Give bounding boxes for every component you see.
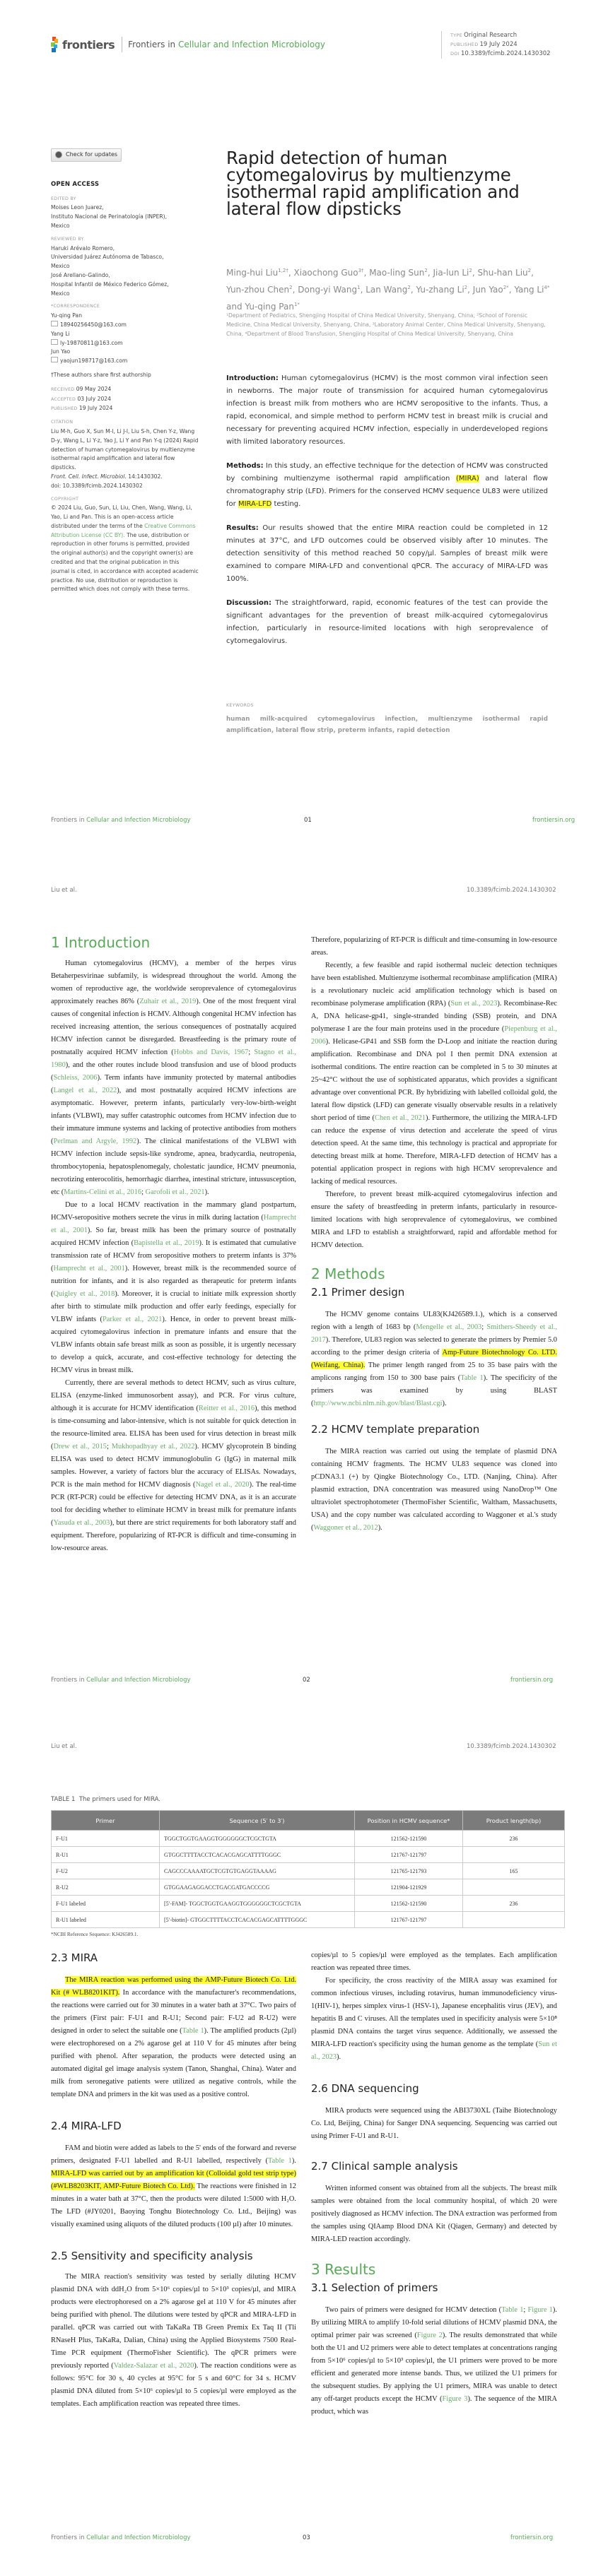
primer-cell: F-U1 xyxy=(52,1831,160,1847)
table-row xyxy=(52,1879,565,1896)
reviewer-line: Hospital Infantil de México Federico Gómez, xyxy=(51,280,169,288)
affiliations: ¹Department of Pediatrics, Shengjing Hospital of China Medical University, Shenyang, China, ²School of Forensic Medicine, China Medical University, Shenyang, China, ³Laboratory Animal Center, China Medical University, Shenyang, China, ⁴Department of Blood Transfusion, Shengjing Hospital of China Medical University, Shenyang, China xyxy=(226,312,546,337)
citation-link[interactable]: Figure 2 xyxy=(416,2332,443,2339)
citation-link[interactable]: Nagel et al., 2020 xyxy=(195,1481,250,1489)
abstract-intro-text: Human cytomegalovirus (HCMV) is the most common viral infection seen in newborns. The major route of transmission for acquired human cytomegalovirus infection is breast milk from mothers who are HCMV seropositive to the infants. Thus, a rapid, economical, and simple method to perform HCMV test in breast milk is crucial and necessary for preventing acquired HCMV infection, especially in underdeveloped regions with limited laboratory resources. xyxy=(226,374,548,446)
correspondent-email[interactable] xyxy=(51,321,199,330)
highlight: The MIRA reaction was performed using the AMP-Future Biotech Co. Ltd. Kit (# WLB8201KIT). xyxy=(51,1976,296,1997)
highlight: Amp-Future Biotechnology Co. LTD. (Weifang, China). xyxy=(311,1349,557,1369)
correspondent-email[interactable] xyxy=(51,357,199,366)
published-date xyxy=(51,404,199,414)
article-meta xyxy=(441,31,551,59)
citation-journal: Front. Cell. Infect. Microbiol. xyxy=(51,473,127,480)
subsection-heading: 2.1 Primer design xyxy=(311,1286,405,1299)
mail-icon xyxy=(51,357,58,362)
first-authorship-note: †These authors share first authorship xyxy=(51,371,151,378)
author-name[interactable]: Yu-zhang Li xyxy=(416,285,464,295)
footer-journal: Cellular and Infection Microbiology xyxy=(86,1677,191,1684)
correspondence-list xyxy=(51,312,199,366)
abstract-introduction xyxy=(226,372,548,449)
citation-link[interactable]: Garofoli et al., 2021 xyxy=(145,1188,205,1196)
abstract-results xyxy=(226,522,548,586)
table-row xyxy=(52,1863,565,1879)
citation-link[interactable]: Yasuda et al., 2003 xyxy=(53,1519,110,1527)
accepted-value: 03 July 2024 xyxy=(77,395,111,402)
abstract-methods-text: testing. xyxy=(271,500,301,508)
keywords-label: KEYWORDS xyxy=(226,703,254,708)
page-footer-journal xyxy=(51,1677,191,1684)
primer-cell: R-U1 labeled xyxy=(52,1912,160,1928)
type-label: TYPE xyxy=(450,33,463,38)
subsection-heading: 2.7 Clinical sample analysis xyxy=(311,2160,458,2173)
citation-link[interactable]: Schleiss, 2006 xyxy=(53,1074,98,1082)
citation-doi[interactable]: doi: 10.3389/fcimb.2024.1430302 xyxy=(51,482,143,489)
position-cell: 121765-121793 xyxy=(355,1863,463,1879)
sequence-cell: TGGCTGGTGAAGGTGGGGGGCTCGCTGTA xyxy=(160,1831,355,1847)
page-number: 02 xyxy=(303,1677,310,1684)
table-row xyxy=(52,1896,565,1912)
citation-link[interactable]: Waggoner et al., 2012 xyxy=(313,1524,378,1532)
sequence-cell: [5′-FAM]- TGGCTGGTGAAGGTGGGGGGCTCGCTGTA xyxy=(160,1896,355,1912)
copyright-text xyxy=(51,504,199,594)
paragraph: The HCMV genome contains UL83(KJ426589.1.), which is a conserved region with a length of 1683 bp (Mengelle et al., 2003; Smithers-Sheedy et al., 2017). Therefore, UL83 region was selected to generate the primers by Premier 5.0 according to the primer design criteria of Amp-Future Biotechnology Co. LTD. (Weifang, China). The primer length ranged from 25 to 35 base pairs with the amplicons ranging from 150 to 300 base pairs (Table 1). The specificity of the primers was examined by using BLAST (http://www.ncbi.nlm.nih.gov/blast/Blast.cgi). xyxy=(311,1311,557,1407)
table-footnote: *NCBI Reference Sequence: KJ426589.1. xyxy=(51,1931,139,1937)
email-text: yaojun198717@163.com xyxy=(60,358,128,365)
reviewer-line: José Arellano-Galindo, xyxy=(51,271,110,278)
citation-link[interactable]: Drew et al., 2015 xyxy=(53,1443,107,1451)
subsection-heading: 2.5 Sensitivity and specificity analysis xyxy=(51,2250,253,2262)
abstract-methods-label: Methods: xyxy=(226,462,264,470)
citation-link[interactable]: Zuhair et al., 2019 xyxy=(139,998,197,1005)
dates xyxy=(51,385,199,414)
position-cell: 121767-121797 xyxy=(355,1912,463,1928)
running-head-doi: 10.3389/fcimb.2024.1430302 xyxy=(467,1743,556,1750)
citation-link[interactable]: Stagno et al., 1980 xyxy=(51,1048,296,1069)
cc-license-link[interactable]: Creative Commons Attribution License (CC BY). xyxy=(51,522,196,538)
copyright-pre: © 2024 Liu, Guo, Sun, Li, Liu, Chen, Wang, Wang, Li, Yao, Li and Pan. This is an open-access article distributed under the terms of the xyxy=(51,504,192,529)
sequence-cell: GTGGAAGAGGACCTGACGATGACCCCG xyxy=(160,1879,355,1896)
journal-prefix: Frontiers in xyxy=(128,40,178,49)
column-header: Product length(bp) xyxy=(463,1811,565,1831)
abstract-discussion xyxy=(226,597,548,648)
column-header: Position in HCMV sequence* xyxy=(355,1811,463,1831)
citation-link[interactable]: Table 1 xyxy=(501,2306,524,2314)
running-head-authors: Liu et al. xyxy=(51,1743,77,1750)
paragraph: The MIRA reaction's sensitivity was tested by serially diluting HCMV plasmid DNA with ddH₂O from 5×10⁶ copies/µl to 5×10³ copies/µl, and MIRA products were electrophoresed on a 2% agarose gel at 110 V for 45 minutes after being purified with phenol. The dilutions were tested by qPCR and MIRA-LFD in parallel. qPCR was carried out with TaKaRa TB Green Premix Ex Taq II (Tli RNaseH Plus, TaKaRa, Dalian, China) using the Applied Biosystems 7500 Real-Time PCR equipment (ThermoFisher Scientific). The qPCR primers were previously reported (Valdez-Salazar et al., 2020). The reaction conditions were as follows: 95°C for 30 s, 40 cycles at 95°C for 5 s and 60°C for 34 s. HCMV plasmid DNA diluted from 5×10⁶ copies/µl to 5 copies/µl were employed as the templates. Each amplification reaction was repeated three times. xyxy=(51,2273,297,2408)
published-value: 19 July 2024 xyxy=(78,405,113,412)
abstract-methods xyxy=(226,460,548,511)
primer-cell: R-U1 xyxy=(52,1847,160,1863)
received-label: RECEIVED xyxy=(51,386,75,392)
author-name[interactable]: Shu-han Liu xyxy=(477,268,528,278)
citation-link[interactable]: Hamprecht et al., 2001 xyxy=(53,1265,125,1272)
citation-link[interactable]: Figure 1 xyxy=(527,2306,553,2314)
subsection-heading: 2.6 DNA sequencing xyxy=(311,2082,419,2095)
citation-link[interactable]: Reitter et al., 2016 xyxy=(198,1405,255,1412)
page3-left-column xyxy=(51,1951,296,2411)
correspondent-email[interactable] xyxy=(51,339,199,348)
citation-link[interactable]: Chen et al., 2021 xyxy=(375,1114,426,1122)
footer-prefix: Frontiers in xyxy=(51,2534,87,2541)
paragraph: Therefore, to prevent breast milk-acquired cytomegalovirus infection and ensure the safety of breastfeeding in preterm infants, particularly in resource-limited locations with high seroprevalence of cytomegalovirus, we combined MIRA and LFD to establish a straightforward, rapid and affordable method for HCMV detection. xyxy=(311,1190,557,1249)
citation-link[interactable]: Martins-Celini et al., 2016 xyxy=(64,1188,142,1196)
paragraph: MIRA products were sequenced using the ABI3730XL (Taihe Biotechnology Co. Ltd, Beijing, China) for Sanger DNA sequencing. Sequencing was carried out using Primer F-U1 and R-U1. xyxy=(311,2107,557,2140)
primer-cell: R-U2 xyxy=(52,1879,160,1896)
reviewer-line: Universidad Juárez Autónoma de Tabasco, xyxy=(51,254,164,261)
author-affiliation-marker: 3† xyxy=(358,268,364,273)
sequence-cell: GTGGCTTTTACCTCACACGAGCATTTTGGGC xyxy=(160,1847,355,1863)
author-list: Ming-hui Liu$^{1,2\dagger}$, Xiaochong Guo$^{3\dagger}$, Mao-ling Sun$^2$, Jia-lun Li$^2$, Shu-han Liu$^2$, Yun-zhou Chen$^2$, Dong-yi Wang$^1$, Lan Wang$^2$, Yu-zhang Li$^2$, Jun Yao$^{2*}$, Yang $Li^{4*}$ and Yu-qing Pan$^{1*}$ xyxy=(226,268,550,312)
paragraph: The MIRA reaction was carried out using the template of plasmid DNA containing HCMV fragments. The HCMV UL83 sequence was cloned into pCDNA3.1 (+) by Qingke Biotechnology Co., LTD. (Nanjing, China). After plasmid extraction, DNA concentration was measured using NanoDrop™ One ultraviolet spectrophotometer (ThermoFisher Scientific, Waltham, Massachusetts, USA) and the copy number was calculated according to Waggoner et al.'s study (Waggoner et al., 2012). xyxy=(311,1448,557,1532)
paragraph: Currently, there are several methods to detect HCMV, such as virus culture, ELISA (enzyme-linked immunosorbent assay), and PCR. For virus culture, although it is accurate for HCMV identification (Reitter et al., 2016), this method is time-consuming and labor-intensive, which is not suitable for quick detection in the resource-limited area. ELISA has been used for virus detection in breast milk (Drew et al., 2015; Mukhopadhyay et al., 2022). HCMV glycoprotein B binding ELISA was used to detect HCMV immunoglobulin G (IgG) in maternal milk samples. However, a variety of factors blur the accuracy of ELISAs. Nowadays, PCR is the main method for HCMV diagnosis (Nagel et al., 2020). The real-time PCR (RT-PCR) could be effective for detecting HCMV DNA, as it is an accurate tool for deciding whether to eliminate HCMV in breast milk for premature infants (Yasuda et al., 2003), but there are strict requirements for both laboratory staff and equipment. Therefore, popularizing of RT-PCR is difficult and time-consuming in low-resource areas. xyxy=(51,1379,297,1552)
citation-link[interactable]: Sun et al., 2023 xyxy=(450,1000,498,1008)
citation-link[interactable]: Valdez-Salazar et al., 2020 xyxy=(113,2362,194,2370)
footer-site-link[interactable]: frontiersin.org xyxy=(510,2534,554,2541)
author-affiliation-marker: 2 xyxy=(464,285,468,290)
correspondent-name: Yang Li xyxy=(51,330,70,337)
section-heading: 1 Introduction xyxy=(51,934,151,951)
section-heading: 3 Results xyxy=(311,2261,376,2278)
published-label: PUBLISHED xyxy=(450,42,479,47)
primer-cell: F-U2 xyxy=(52,1863,160,1879)
page-number: 01 xyxy=(304,817,312,824)
received-date xyxy=(51,385,199,395)
author-affiliation-marker: 4* xyxy=(544,285,550,290)
author-name[interactable]: Ming-hui Liu xyxy=(226,268,279,278)
doi-label: DOI xyxy=(450,51,460,57)
section-heading: 2 Methods xyxy=(311,1265,385,1282)
paragraph: copies/µl to 5 copies/µl were employed as the templates. Each amplification reaction was repeated three times. xyxy=(311,1951,557,1972)
product-length-cell: 165 xyxy=(463,1863,565,1879)
running-head-authors: Liu et al. xyxy=(51,887,77,894)
author-name[interactable]: Yun-zhou Chen xyxy=(226,285,290,295)
sequence-cell: [5′-biotin]- GTGGCTTTTACCTCACACGAGCATTTTGGGC xyxy=(160,1912,355,1928)
product-length-cell xyxy=(463,1879,565,1896)
mail-icon xyxy=(51,321,58,326)
article-doi xyxy=(450,49,551,59)
position-cell: 121562-121590 xyxy=(355,1831,463,1847)
bookmark-icon xyxy=(55,151,62,158)
paragraph: Human cytomegalovirus (HCMV), a member of the herpes virus Betaherpesvirinae subfamily, is widespread throughout the world. Among the women of reproductive age, the worldwide seroprevalence of cytomegalovirus approximately reaches 86% (Zuhair et al., 2019). One of the most frequent viral causes of congenital infection is HCMV. Although congenital HCMV infection has received increasing attention, the serious consequences of postnatally acquired HCMV infection cannot be disregarded. Breastfeeding is the primary route of postnatally acquired HCMV infection (Hobbs and Davis, 1967; Stagno et al., 1980), and the other routes include blood transfusion and use of blood products (Schleiss, 2006). Term infants have immunity protected by maternal antibodies (Langel et al., 2022), and most postnatally acquired HCMV infections are asymptomatic. However, preterm infants, particularly very-low-birth-weight infants (VLBWI), may suffer catastrophic outcomes from HCMV infection due to their immature immune systems and lacking of protective antibodies from mothers (Perlman and Argyle, 1992). The clinical manifestations of the VLBWI with HCMV infection include sepsis-like syndrome, apnea, bradycardia, neutropenia, thrombocytopenia, hepatosplenomegaly, cholestatic jaundice, HCMV pneumonia, necrotizing enterocolitis, hemorrhagic diarrhea, intestinal stricture, intussusception, etc (Martins-Celini et al., 2016; Garofoli et al., 2021). xyxy=(51,959,296,1196)
check-updates-label: Check for updates xyxy=(66,151,118,158)
page2-left-column xyxy=(51,934,297,1552)
reviewer-line: Haruki Arévalo Romero, xyxy=(51,244,115,252)
paragraph: Due to a local HCMV reactivation in the mammary gland postpartum, HCMV-seropositive mothers secrete the virus in milk during lactation (Hamprecht et al., 2001). So far, breast milk has been the primary source of postnatally acquired HCMV infection (Bapistella et al., 2019). It is estimated that cumulative transmission rate of HCMV from seropositive mothers to preterm infants is 37% (Hamprecht et al., 2001). However, breast milk is the recommended source of nutrition for infants, and it is also regarded as therapeutic for preterm infants (Quigley et al., 2018). Moreover, it is crucial to initiate milk expression shortly after birth to stimulate milk production and offer early feedings, especially for VLBW infants (Parker et al., 2021). Hence, in order to prevent breast milk-acquired cytomegalovirus infection in premature infants and ensure that the VLBW infants obtain safe breast milk as soon as possible, it is urgently necessary to develop a quick, accurate, and cost-effective technology for detecting the HCMV virus in breast milk. xyxy=(51,1201,297,1374)
citation-link[interactable]: Bapistella et al., 2019 xyxy=(134,1239,199,1247)
subsection-heading: 2.4 MIRA-LFD xyxy=(51,2120,122,2132)
citation-link[interactable]: Hobbs and Davis, 1967 xyxy=(173,1048,249,1056)
highlight: (MIRA) xyxy=(455,475,479,483)
abstract-discussion-text: The straightforward, rapid, economic features of the test can provide the significant advantages for the prevention of breast milk-acquired cytomegalovirus infection, particularly in resource-limited locations with high seroprevalence of cytomegalovirus. xyxy=(226,599,548,645)
reviewer-line: Mexico xyxy=(51,290,70,297)
citation-label: CITATION xyxy=(51,420,74,425)
type-value: Original Research xyxy=(464,32,518,39)
table-row xyxy=(52,1831,565,1847)
published-label: PUBLISHED xyxy=(51,406,78,412)
page-footer-journal xyxy=(51,817,191,824)
published-value: 19 July 2024 xyxy=(479,41,518,48)
abstract-methods-text: and lateral flow chromatography strip (LFD). Primers for the conserved HCMV sequence UL83 were utilized for xyxy=(226,475,548,508)
product-length-cell xyxy=(463,1912,565,1928)
table-caption-text: The primers used for MIRA. xyxy=(78,1796,161,1803)
author-affiliation-marker: 2 xyxy=(527,268,532,273)
footer-journal: Cellular and Infection Microbiology xyxy=(86,2534,191,2541)
journal-name: Cellular and Infection Microbiology xyxy=(177,40,325,49)
reviewer-line: Mexico xyxy=(51,263,70,270)
mail-icon xyxy=(51,339,58,345)
footer-prefix: Frontiers in xyxy=(51,817,87,824)
accepted-label: ACCEPTED xyxy=(51,396,76,402)
correspondence-label: *CORRESPONDENCE xyxy=(51,304,100,309)
citation-link[interactable]: Smithers-Sheedy et al., 2017 xyxy=(311,1323,557,1344)
primer-cell: F-U1 labeled xyxy=(52,1896,160,1912)
table-caption xyxy=(51,1796,160,1803)
subsection-heading: 2.3 MIRA xyxy=(51,1951,98,1964)
copyright-label: COPYRIGHT xyxy=(51,496,79,502)
citation-link[interactable]: Table 1 xyxy=(460,1374,484,1382)
editor-list xyxy=(51,203,199,230)
correspondent-name: Yu-qing Pan xyxy=(51,312,83,319)
footer-site-link[interactable]: frontiersin.org xyxy=(532,817,575,824)
highlight: MIRA-LFD was carried out by an amplification kit (Colloidal gold test strip type) (#WLB8203KIT, AMP-Future Biotech Co. Ltd). xyxy=(51,2170,296,2190)
page-footer-journal xyxy=(51,2534,191,2541)
citation-link[interactable]: Langel et al., 2022 xyxy=(53,1087,117,1094)
open-access-label: OPEN ACCESS xyxy=(51,180,100,188)
paragraph: FAM and biotin were added as labels to the 5' ends of the forward and reverse primers, designated F-U1 labelled and R-U1 labelled, respectively (Table 1). MIRA-LFD was carried out by an amplification kit (Colloidal gold test strip type) (#WLB8203KIT, AMP-Future Biotech Co. Ltd). The reactions were finished in 12 minutes in a water bath at 37°C, then the products were diluted 1:5000 with H₂O. The LFD (#JY0201, Baoying Tonghu Biotechnology Co. Ltd., Beijing) was visually examined using aliquots of the diluted products (100 µl) after 10 minutes. xyxy=(51,2144,296,2228)
citation-link[interactable]: Figure 3 xyxy=(442,2395,468,2403)
column-header: Sequence (5′ to 3′) xyxy=(160,1811,355,1831)
position-cell: 121562-121590 xyxy=(355,1896,463,1912)
footer-journal: Cellular and Infection Microbiology xyxy=(86,817,191,824)
correspondent-name: Jun Yao xyxy=(51,348,71,355)
table-header-row xyxy=(52,1811,565,1831)
doi-value[interactable]: 10.3389/fcimb.2024.1430302 xyxy=(460,50,551,57)
edited-by-label: EDITED BY xyxy=(51,196,76,201)
table-row xyxy=(52,1912,565,1928)
abstract xyxy=(226,372,548,659)
author-name[interactable]: Yu-qing Pan xyxy=(245,302,294,312)
editor-line: Instituto Nacional de Perinatología (INPER), xyxy=(51,213,168,220)
journal-title xyxy=(128,40,325,49)
author-name[interactable]: Yang Li xyxy=(514,285,544,295)
product-length-cell: 236 xyxy=(463,1831,565,1847)
keywords: human milk-acquired cytomegalovirus infection, multienzyme isothermal rapid amplification, lateral flow strip, preterm infants, rapid detection xyxy=(226,716,548,734)
subsection-heading: 2.2 HCMV template preparation xyxy=(311,1423,480,1436)
abstract-results-label: Results: xyxy=(226,524,259,532)
citation-link[interactable]: Table 1 xyxy=(182,2027,204,2035)
citation-link[interactable]: Table 1 xyxy=(268,2157,292,2165)
author-affiliation-marker: 2 xyxy=(424,268,428,273)
author-name[interactable]: Lan Wang xyxy=(366,285,408,295)
table-label: TABLE 1 xyxy=(51,1796,76,1803)
author-name[interactable]: Jia-lun Li xyxy=(433,268,469,278)
column-header: Primer xyxy=(52,1811,160,1831)
copyright-post: The use, distribution or reproduction in other forums is permitted, provided the original author(s) and the copyright owner(s) are credited and that the original publication in this journal is cited, in accordance with accepted academic practice. No use, distribution or reproduction is permitted which does not comply with these terms. xyxy=(51,531,199,593)
citation-link[interactable]: Perlman and Argyle, 1992 xyxy=(53,1138,137,1145)
abstract-results-text: Our results showed that the entire MIRA reaction could be completed in 12 minutes at 37°C, and LFD outcomes could be observed visibly after 10 minutes. The detection sensitivity of this method reached 50 copy/µl. Samples of breast milk were examined to compare MIRA-LFD and conventional qPCR. The accuracy of MIRA-LFD was 100%. xyxy=(226,524,548,583)
abstract-intro-label: Introduction: xyxy=(226,374,279,382)
brand-name: frontiers xyxy=(62,37,115,52)
citation-volume: 14:1430302. xyxy=(126,473,163,480)
citation-link[interactable]: Hamprecht et al., 2001 xyxy=(51,1214,296,1234)
article-published xyxy=(450,40,551,49)
article-sidebar xyxy=(51,148,199,594)
author-affiliation-marker: 1 xyxy=(357,285,361,290)
author-affiliation-marker: 2 xyxy=(289,285,293,290)
product-length-cell xyxy=(463,1847,565,1863)
author-name[interactable]: Jun Yao xyxy=(472,285,503,295)
frontiers-logo-icon xyxy=(51,37,58,52)
page-number: 03 xyxy=(303,2534,310,2541)
page2-right-column xyxy=(311,934,557,1535)
page3-right-column xyxy=(311,1949,557,2444)
check-for-updates-button[interactable] xyxy=(51,148,122,162)
abstract-methods-text: In this study, an effective technique for the detection of HCMV was constructed by combining multienzyme isothermal rapid amplification xyxy=(226,462,548,483)
email-text: 18940256450@163.com xyxy=(60,321,127,328)
author-name[interactable]: Mao-ling Sun xyxy=(369,268,425,278)
author-name[interactable]: Xiaochong Guo xyxy=(293,268,358,278)
citation-link[interactable]: Mengelle et al., 2003 xyxy=(416,1323,482,1331)
position-cell: 121767-121797 xyxy=(355,1847,463,1863)
accepted-date xyxy=(51,395,199,405)
subsection-heading: 3.1 Selection of primers xyxy=(311,2281,438,2294)
paragraph: Written informed consent was obtained from all the subjects. The breast milk samples were obtained from the local community hospital, of which 20 were positively diagnosed as HCMV infection. The DNA extraction was performed from the samples using QIAamp Blood DNA Kit (Qiagen, Germany) and detected by MIRA-LED reaction accordingly. xyxy=(311,2185,557,2243)
running-head-doi: 10.3389/fcimb.2024.1430302 xyxy=(467,887,556,894)
paragraph: The MIRA reaction was performed using the AMP-Future Biotech Co. Ltd. Kit (# WLB8201KIT). In accordance with the manufacturer's recommendations, the reactions were carried out for 30 minutes in a water bath at 37°C. Two pairs of the primers (First pair: F-U1 and R-U1; Second pair: F-U2 ad R-U2) were designed in order to select the suitable one (Table 1). The amplified products (2µl) were electrophoresed on a 2% agarose gel at 110 V for 45 minutes after being purified with phenol. After separation, the products were detected using an automated digital gel image analysis system (Tanon, Shanghai, China). Water and milk from seronegative patients were utilized as negative controls, while the template DNA and primers in the kit was used as a positive control. xyxy=(51,1976,296,2098)
paragraph: Recently, a few feasible and rapid isothermal nucleic detection techniques have been established. Multienzyme isothermal recombinase amplification (MIRA) is a revolutionary nucleic acid amplification technology which is based on recombinase polymerase amplification (RPA) (Sun et al., 2023). Recombinase-Rec A, DNA helicase-gp41, single-stranded binding (SSB) protein, and DNA polymerase I are the four main proteins used in the procedure (Piepenburg et al., 2006). Helicase-GP41 and SSB form the D-Loop and initiate the reaction during amplification. Recombinase and DNA pol I then permit DNA extension at isothermal conditions. The entire reaction can be completed in 5 to 30 minutes at 25~42°C without the use of sophisticated apparatus, which provides a significant advantage over conventional PCR. By hybridizing with labelled colloidal gold, the lateral flow dipstick (LFD) can generate visually observable results in a relatively short period of time (Chen et al., 2021). Furthermore, the utilizing the MIRA-LFD can reduce the expense of virus detection and accelerate the speed of virus detection speed. At the same time, this technology is practical and appropriate for detecting breast milk at home. Therefore, MIRA-LFD detection of HCMV has a potential application prospect in regions with high HCMV seroprevalence and lacking of medical resources. xyxy=(311,962,558,1186)
author-affiliation-marker: 1,2† xyxy=(278,268,288,273)
position-cell: 121904-121929 xyxy=(355,1879,463,1896)
author-affiliation-marker: 2* xyxy=(503,285,509,290)
citation-link[interactable]: Quigley et al., 2018 xyxy=(53,1290,115,1298)
reviewer-list xyxy=(51,244,199,299)
editor-line: Moises Leon Juarez, xyxy=(51,204,104,211)
product-length-cell: 236 xyxy=(463,1896,565,1912)
citation-link[interactable]: Sun et al., 2023 xyxy=(311,2040,557,2061)
sequence-cell: CAGCCCAAAATGCTCGTGTGAGGTAAAAG xyxy=(160,1863,355,1879)
author-name[interactable]: Dong-yi Wang xyxy=(298,285,358,295)
paragraph: Two pairs of primers were designed for HCMV detection (Table 1; Figure 1). By utilizing MIRA to amplify 10-fold serial dilutions of HCMV plasmid DNA, the optimal primer pair was screened (Figure 2). The results demonstrated that while both the U1 and U2 primers were able to detect templates at concentrations ranging from 5×10⁶ copies/µl to 5×10³ copies/µl, the U1 primers were proved to be more efficient and generated more intense bands. Thus, we utilized the U1 primers for the subsequent studies. By applying the U1 primers, MIRA was unable to detect any off-target products except the HCMV (Figure 3). The sequence of the MIRA product, which was xyxy=(311,2306,558,2416)
primers-table xyxy=(51,1810,565,1928)
citation-link[interactable]: Mukhopadhyay et al., 2022 xyxy=(111,1443,195,1451)
author-affiliation-marker: 2 xyxy=(407,285,411,290)
footer-prefix: Frontiers in xyxy=(51,1677,87,1684)
citation-link[interactable]: Piepenburg et al., 2006 xyxy=(311,1025,557,1046)
reviewed-by-label: REVIEWED BY xyxy=(51,236,84,242)
received-value: 09 May 2024 xyxy=(76,385,112,392)
citation-link[interactable]: http://www.ncbi.nlm.nih.gov/blast/Blast.cgi xyxy=(313,1400,443,1407)
paragraph: For specificity, the cross reactivity of the MIRA assay was examined for common infectious viruses, including rotavirus, human immunodeficiency virus-1(HIV-1), herpes simplex virus-1 (HSV-1), Japanese encephalitis virus (JEV), and hepatitis B and C viruses. All the templates used in specificity analysis were 5×10⁸ plasmid DNA contains the target virus sequence. Additionally, we assessed the MIRA-LFD reaction's specificity using the human genome as the template (Sun et al., 2023). xyxy=(311,1977,557,2061)
article-type xyxy=(450,31,551,40)
journal-header xyxy=(51,37,325,52)
citation-text xyxy=(51,427,199,491)
highlight: MIRA-LFD xyxy=(238,500,272,508)
citation-body: Liu M-h, Guo X, Sun M-l, Li J-l, Liu S-h, Chen Y-z, Wang D-y, Wang L, Li Y-z, Yao J, Li Y and Pan Y-q (2024) Rapid detection of human cytomegalovirus by multienzyme isothermal rapid amplification and lateral flow dipsticks. xyxy=(51,427,199,471)
table-row xyxy=(52,1847,565,1863)
author-affiliation-marker: 1* xyxy=(293,302,300,307)
citation-link[interactable]: Parker et al., 2021 xyxy=(102,1316,163,1323)
email-text: ly-19870811@163.com xyxy=(60,339,123,346)
author-affiliation-marker: 2 xyxy=(469,268,472,273)
paragraph: Therefore, popularizing of RT-PCR is difficult and time-consuming in low-resource areas. xyxy=(311,936,557,957)
article-title: Rapid detection of human cytomegalovirus by multienzyme isothermal rapid amplification and lateral flow dipsticks xyxy=(226,148,520,219)
footer-site-link[interactable]: frontiersin.org xyxy=(510,1677,554,1684)
editor-line: Mexico xyxy=(51,222,70,229)
abstract-discussion-label: Discussion: xyxy=(226,599,272,607)
